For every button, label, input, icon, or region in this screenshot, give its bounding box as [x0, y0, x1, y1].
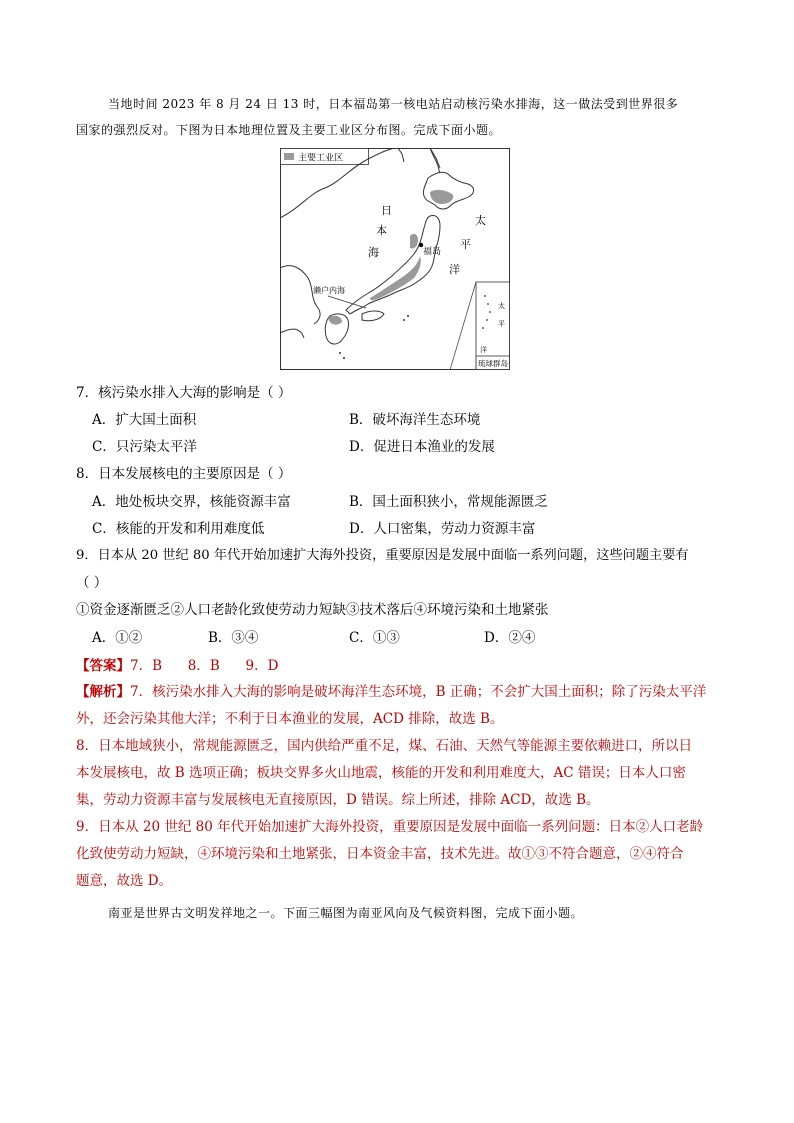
- analysis-line-8: 题意，故选 D。: [76, 873, 173, 889]
- q9-option-c: C．①③: [349, 630, 400, 646]
- label-ping: 平: [460, 238, 471, 251]
- label-hai: 海: [368, 246, 379, 259]
- question-7-stem: 7．核污染水排入大海的影响是（ ）: [76, 385, 292, 401]
- q9-option-b: B．③④: [208, 630, 259, 646]
- analysis-line-1: 7．核污染水排入大海的影响是破坏海洋生态环境，B 正确；不会扩大国土面积；除了污染太平洋: [130, 684, 707, 700]
- intro-line-2: 国家的强烈反对。下图为日本地理位置及主要工业区分布图。完成下面小题。: [76, 123, 502, 137]
- intro-2-text: 南亚是世界古文明发祥地之一。下面三幅图为南亚风向及气候资料图，完成下面小题。: [108, 906, 584, 920]
- label-yang: 洋: [449, 263, 460, 276]
- q9-option-d: D．②④: [484, 630, 536, 646]
- inset-title: 琉球群岛: [478, 359, 508, 368]
- q8-option-b: B．国土面积狭小，常规能源匮乏: [349, 494, 548, 510]
- label-tai: 太: [475, 214, 486, 227]
- intro-2: [76, 900, 726, 926]
- inset-tai: 太: [498, 302, 505, 310]
- q7-option-d: D．促进日本渔业的发展: [349, 439, 495, 455]
- question-9-stem-2: （ ）: [76, 575, 108, 591]
- q7-option-b: B．破坏海洋生态环境: [349, 412, 481, 428]
- label-ben: 本: [376, 224, 387, 237]
- inset-yang: 洋: [480, 346, 487, 354]
- q7-option-c: C．只污染太平洋: [92, 439, 197, 455]
- analysis-line-3: 8．日本地域狭小，常规能源匮乏，国内供给严重不足，煤、石油、天然气等能源主要依赖进口，所以日: [76, 738, 693, 754]
- answer-text: 7．B 8．B 9．D: [130, 658, 279, 674]
- intro-paragraph: [76, 91, 726, 143]
- q8-option-a: A．地处板块交界，核能资源丰富: [92, 494, 291, 510]
- analysis-line-4: 本发展核电，故 B 选项正确；板块交界多火山地震，核能的开发和利用难度大，AC 错误；日本人口密: [76, 765, 686, 781]
- q7-option-a: A．扩大国土面积: [92, 412, 197, 428]
- legend-swatch: [284, 153, 294, 160]
- japan-industrial-map: [280, 148, 510, 370]
- analysis-block: [76, 679, 724, 895]
- analysis-line-6: 9．日本从 20 世纪 80 年代开始加速扩大海外投资，重要原因是发展中面临一系列问题：日本②人口老龄: [76, 819, 704, 835]
- q8-option-c: C．核能的开发和利用难度低: [92, 521, 265, 537]
- label-setonaikai: 濑户内海: [313, 286, 345, 295]
- question-8-stem: 8．日本发展核电的主要原因是（ ）: [76, 466, 292, 482]
- analysis-line-7: 化致使劳动力短缺，④环境污染和土地紧张，日本资金丰富，技术先进。故①③不符合题意，②④符合: [76, 846, 684, 862]
- legend-text: 主要工业区: [298, 153, 344, 164]
- analysis-line-5: 集，劳动力资源丰富与发展核电无直接原因，D 错误。综上所述，排除 ACD，故选 B。: [76, 792, 600, 808]
- answer-line: [76, 656, 278, 676]
- label-fukushima: 福岛: [423, 247, 442, 257]
- analysis-line-2: 外，还会污染其他大洋；不利于日本渔业的发展，ACD 排除，故选 B。: [76, 711, 504, 727]
- map-legend: [281, 149, 369, 165]
- label-ri: 日: [381, 204, 392, 217]
- answer-tag: 【答案】: [76, 658, 130, 674]
- q8-option-d: D．人口密集，劳动力资源丰富: [349, 521, 536, 537]
- question-9-stem: 9．日本从 20 世纪 80 年代开始加速扩大海外投资，重要原因是发展中面临一系列问题，这些问题主要有: [76, 548, 689, 563]
- question-9-items: ①资金逐渐匮乏②人口老龄化致使劳动力短缺③技术落后④环境污染和土地紧张: [76, 602, 549, 618]
- q9-option-a: A．①②: [92, 630, 143, 646]
- inset-ping: 平: [498, 320, 505, 328]
- analysis-tag: 【解析】: [76, 684, 130, 700]
- intro-line-1: 当地时间 2023 年 8 月 24 日 13 时，日本福岛第一核电站启动核污染水排海，这一做法受到世界很多: [108, 97, 679, 111]
